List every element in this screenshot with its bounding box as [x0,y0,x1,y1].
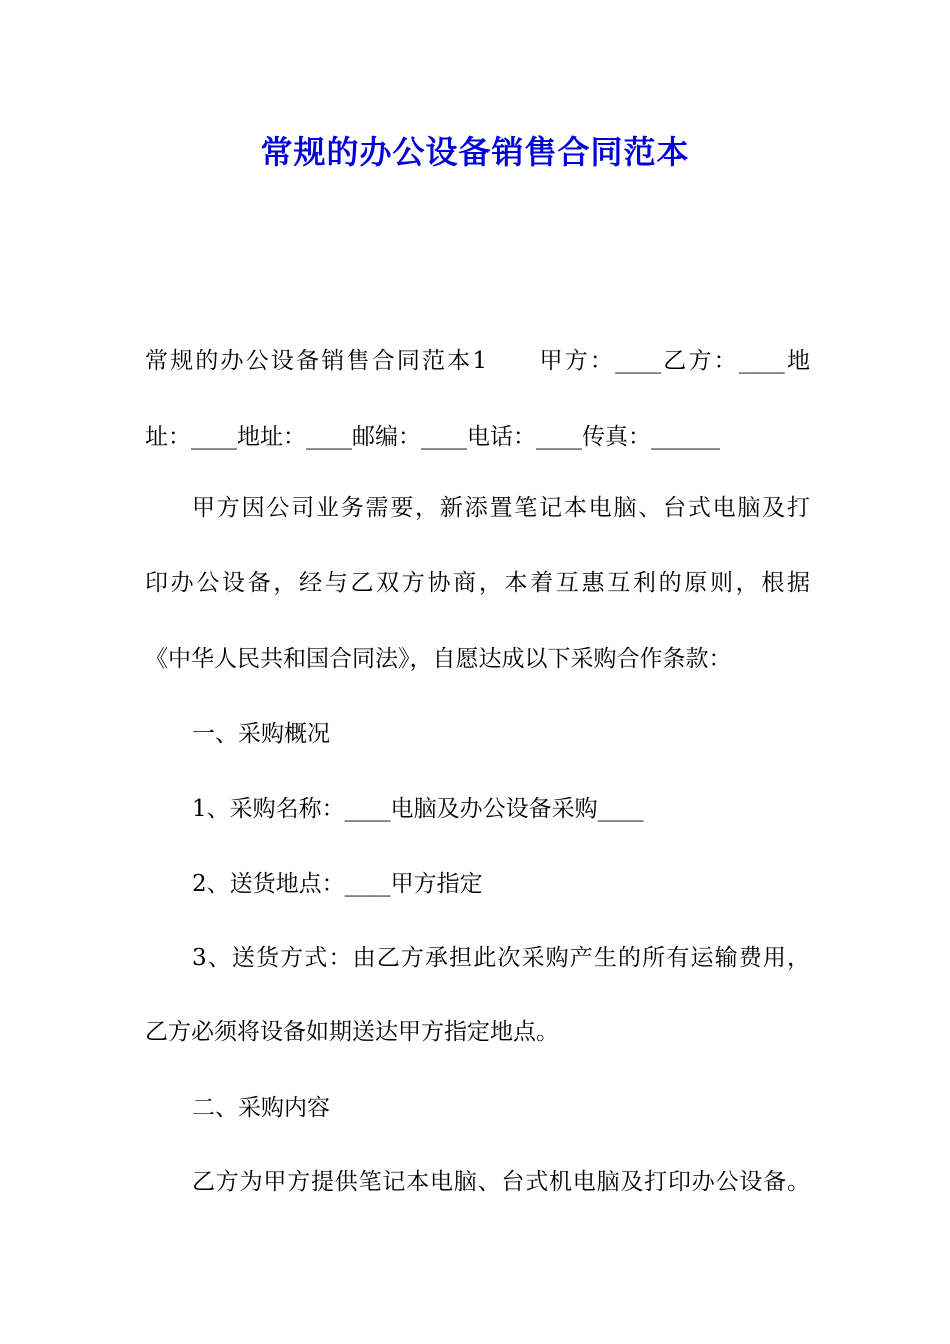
clause-line-1: 1、采购名称：____电脑及办公设备采购____ [192,796,644,822]
page-title: 常规的办公设备销售合同范本 [260,133,690,171]
section-heading-1: 一、采购概况 [192,721,330,747]
paragraph-line-3: 甲方因公司业务需要，新添置笔记本电脑、台式电脑及打 [192,495,810,521]
section-heading-2: 二、采购内容 [192,1095,330,1121]
clause-line-2: 2、送货地点：____甲方指定 [192,871,483,897]
paragraph-line-4: 印办公设备，经与乙双方协商，本着互惠互利的原则，根据 [145,570,810,596]
clause-line-3: 3、送货方式：由乙方承担此次采购产生的所有运输费用， [192,945,810,971]
clause-line-3-continued: 乙方必须将设备如期送达甲方指定地点。 [145,1019,559,1045]
paragraph-line-5: 《中华人民共和国合同法》，自愿达成以下采购合作条款： [145,646,732,672]
paragraph-line-last: 乙方为甲方提供笔记本电脑、台式机电脑及打印办公设备。 [192,1169,810,1195]
paragraph-line-1: 常规的办公设备销售合同范本1 甲方：____乙方：____地 [145,348,810,374]
paragraph-line-2: 址：____地址：____邮编：____电话：____传真：______ [145,424,720,450]
